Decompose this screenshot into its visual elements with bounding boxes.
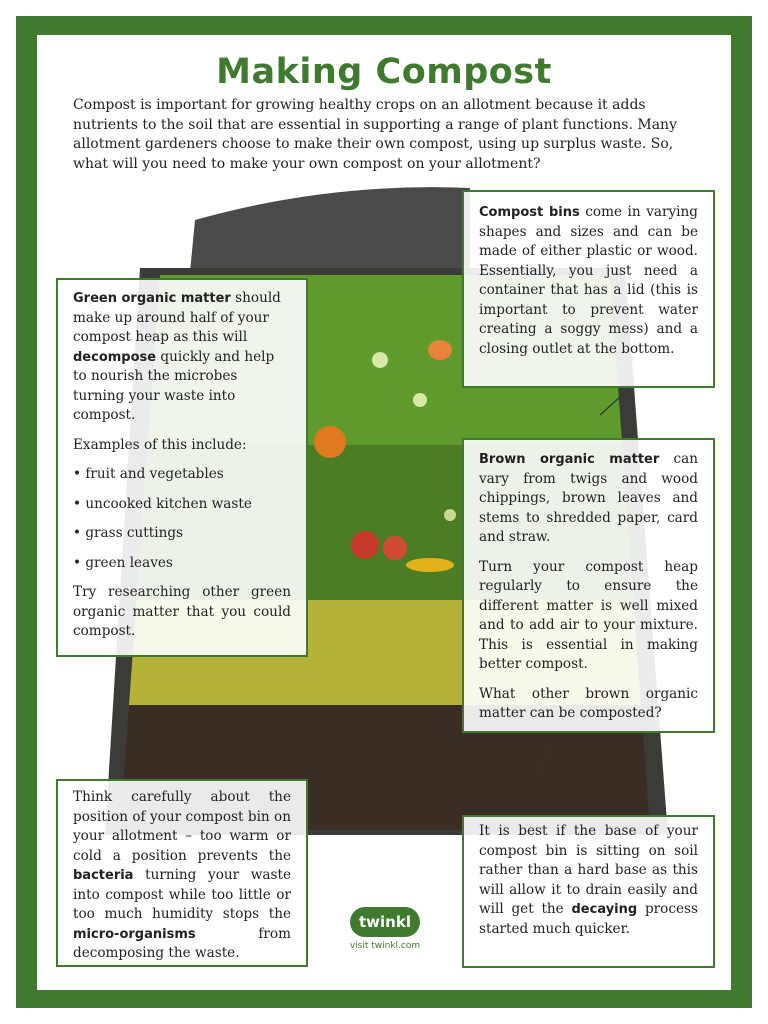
turn-heap-text: Turn your compost heap regularly to ensure the different matter is well mixed and to add air to your mixture. This is essential in making better compost. xyxy=(479,558,698,672)
green-matter-prompt: Try researching other green organic matter that you could compost. xyxy=(73,584,291,639)
bin-position-text: Think carefully about the position of your compost bin on your allotment – too warm or cold a position prevents the xyxy=(73,789,291,864)
brown-matter-term: Brown organic matter xyxy=(479,452,660,467)
bin-base-text: process started much quicker. xyxy=(479,901,698,937)
compost-bins-term: Compost bins xyxy=(479,205,580,220)
brown-matter-box xyxy=(462,438,715,733)
leaf-scrap xyxy=(444,509,456,521)
apple-slice xyxy=(351,531,379,559)
micro-organisms-term: micro-organisms xyxy=(73,926,196,942)
bin-lid xyxy=(190,187,470,272)
list-item: • uncooked kitchen waste xyxy=(73,495,291,515)
apple-slice xyxy=(383,536,407,560)
bin-base-box xyxy=(462,815,715,968)
bin-base-text: It is best if the base of your compost bin is sitting on soil rather than a hard base as this will allow it to drain easily and will get the xyxy=(479,823,698,917)
list-item: • green leaves xyxy=(73,554,291,574)
green-matter-box xyxy=(56,278,308,657)
vegetable-scrap xyxy=(428,340,452,360)
compost-bins-text: come in varying shapes and sizes and can be made of either plastic or wood. Essentially, you just need a container that has a lid (this is important to prevent water creating a soggy mess) and a closing outlet at the bottom. xyxy=(479,204,698,357)
bin-position-box xyxy=(56,779,308,967)
examples-list xyxy=(73,465,291,573)
brown-matter-text: can vary from twigs and wood chippings, brown leaves and stems to shredded paper, card and straw. xyxy=(479,451,698,545)
bin-position-text: turning your waste into compost while too little or too much humidity stops the xyxy=(73,867,291,922)
list-item: • grass cuttings xyxy=(73,524,291,544)
green-matter-term: Green organic matter xyxy=(73,291,231,306)
green-matter-text: quickly and help to nourish the microbes turning your waste into compost. xyxy=(73,348,275,423)
examples-heading: Examples of this include: xyxy=(73,436,247,453)
leaf-scrap xyxy=(413,393,427,407)
twinkl-url[interactable]: visit twinkl.com xyxy=(349,941,421,951)
decompose-term: decompose xyxy=(73,349,157,365)
compost-bins-box xyxy=(462,190,715,388)
leaf-scrap xyxy=(372,352,388,368)
page-title: Making Compost xyxy=(216,52,552,92)
orange-peel xyxy=(314,426,346,458)
brown-matter-question: What other brown organic matter can be composted? xyxy=(479,685,698,721)
green-matter-text: should make up around half of your compost heap as this will xyxy=(73,290,281,345)
decaying-term: decaying xyxy=(571,902,638,917)
intro-paragraph: Compost is important for growing healthy crops on an allotment because it adds nutrients to the soil that are essential in supporting a range of plant functions. Many allotment gardeners choose to make their own compost, using up surplus waste. So, what will you need to make your own compost on your allotment? xyxy=(73,97,677,172)
banana-peel xyxy=(406,558,454,572)
list-item: • fruit and vegetables xyxy=(73,465,291,485)
twinkl-logo: twinkl xyxy=(350,907,420,937)
bacteria-term: bacteria xyxy=(73,868,134,883)
bin-position-text: from decomposing the waste. xyxy=(73,925,291,961)
